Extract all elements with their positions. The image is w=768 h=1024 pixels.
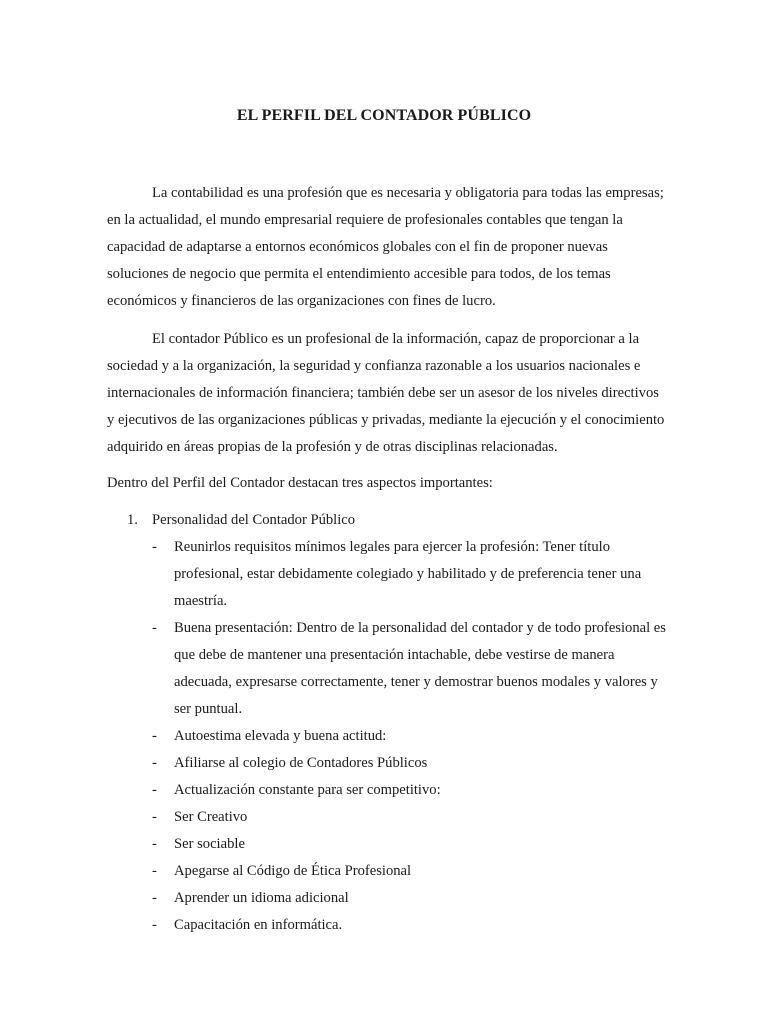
dash-marker: - xyxy=(152,539,157,555)
dash-marker: - xyxy=(152,782,157,798)
sublist-item xyxy=(107,615,667,723)
sublist-item-text: Autoestima elevada y buena actitud: xyxy=(174,728,387,744)
sublist-item xyxy=(107,831,667,858)
sublist-item xyxy=(107,723,667,750)
list-item-label: Personalidad del Contador Público xyxy=(152,512,356,528)
sublist-item-text: Buena presentación: Dentro de la personalidad del contador y de todo profesional es que debe de mantener una presentación intachable, debe vestirse de manera adecuada, expresarse correctamente, tener y demostrar buenos modales y valores y ser puntual. xyxy=(174,620,666,717)
sublist-item-text: Ser Creativo xyxy=(174,809,248,825)
paragraph-aspectos: Dentro del Perfil del Contador destacan tres aspectos importantes: xyxy=(107,475,493,491)
paragraph-contador-publico: El contador Público es un profesional de la información, capaz de proporcionar a la sociedad y a la organización, la seguridad y confianza razonable a los usuarios nacionales e internacionales de información financiera; también debe ser un asesor de los niveles directivos y ejecutivos de las organizaciones públicas y privadas, mediante la ejecución y el conocimiento adquirido en áreas propias de la profesión y de otras disciplinas relacionadas. xyxy=(107,331,665,455)
dash-marker: - xyxy=(152,809,157,825)
sublist-item xyxy=(107,777,667,804)
dash-marker: - xyxy=(152,863,157,879)
aspects-list xyxy=(107,507,667,939)
sublist-item xyxy=(107,912,667,939)
sublist-item-text: Capacitación en informática. xyxy=(174,917,343,933)
sublist-item-text: Aprender un idioma adicional xyxy=(174,890,349,906)
dash-marker: - xyxy=(152,755,157,771)
sublist-item xyxy=(107,858,667,885)
dash-marker: - xyxy=(152,620,157,636)
list-number: 1. xyxy=(127,512,138,528)
sublist-item xyxy=(107,804,667,831)
document-title: EL PERFIL DEL CONTADOR PÚBLICO xyxy=(236,107,532,124)
sublist-item-text: Actualización constante para ser competitivo: xyxy=(174,782,441,798)
dash-marker: - xyxy=(152,728,157,744)
sublist-item xyxy=(107,750,667,777)
sublist-container xyxy=(107,534,667,939)
sublist-item-text: Ser sociable xyxy=(174,836,245,852)
sublist-item-text: Reunirlos requisitos mínimos legales para ejercer la profesión: Tener título profesional, estar debidamente colegiado y habilitado y de preferencia tener una maestría. xyxy=(174,539,642,609)
paragraph-intro: La contabilidad es una profesión que es necesaria y obligatoria para todas las empresas; en la actualidad, el mundo empresarial requiere de profesionales contables que tengan la capacidad de adaptarse a entornos económicos globales con el fin de proponer nuevas soluciones de negocio que permita el entendimiento accesible para todos, de los temas económicos y financieros de las organizaciones con fines de lucro. xyxy=(107,185,664,309)
dash-marker: - xyxy=(152,890,157,906)
dash-marker: - xyxy=(152,836,157,852)
sublist-item xyxy=(107,534,667,615)
list-item-personalidad xyxy=(107,507,667,534)
personalidad-sublist xyxy=(107,534,667,939)
dash-marker: - xyxy=(152,917,157,933)
sublist-item-text: Apegarse al Código de Ética Profesional xyxy=(174,863,412,879)
sublist-item-text: Afiliarse al colegio de Contadores Públicos xyxy=(174,755,428,771)
sublist-item xyxy=(107,885,667,912)
